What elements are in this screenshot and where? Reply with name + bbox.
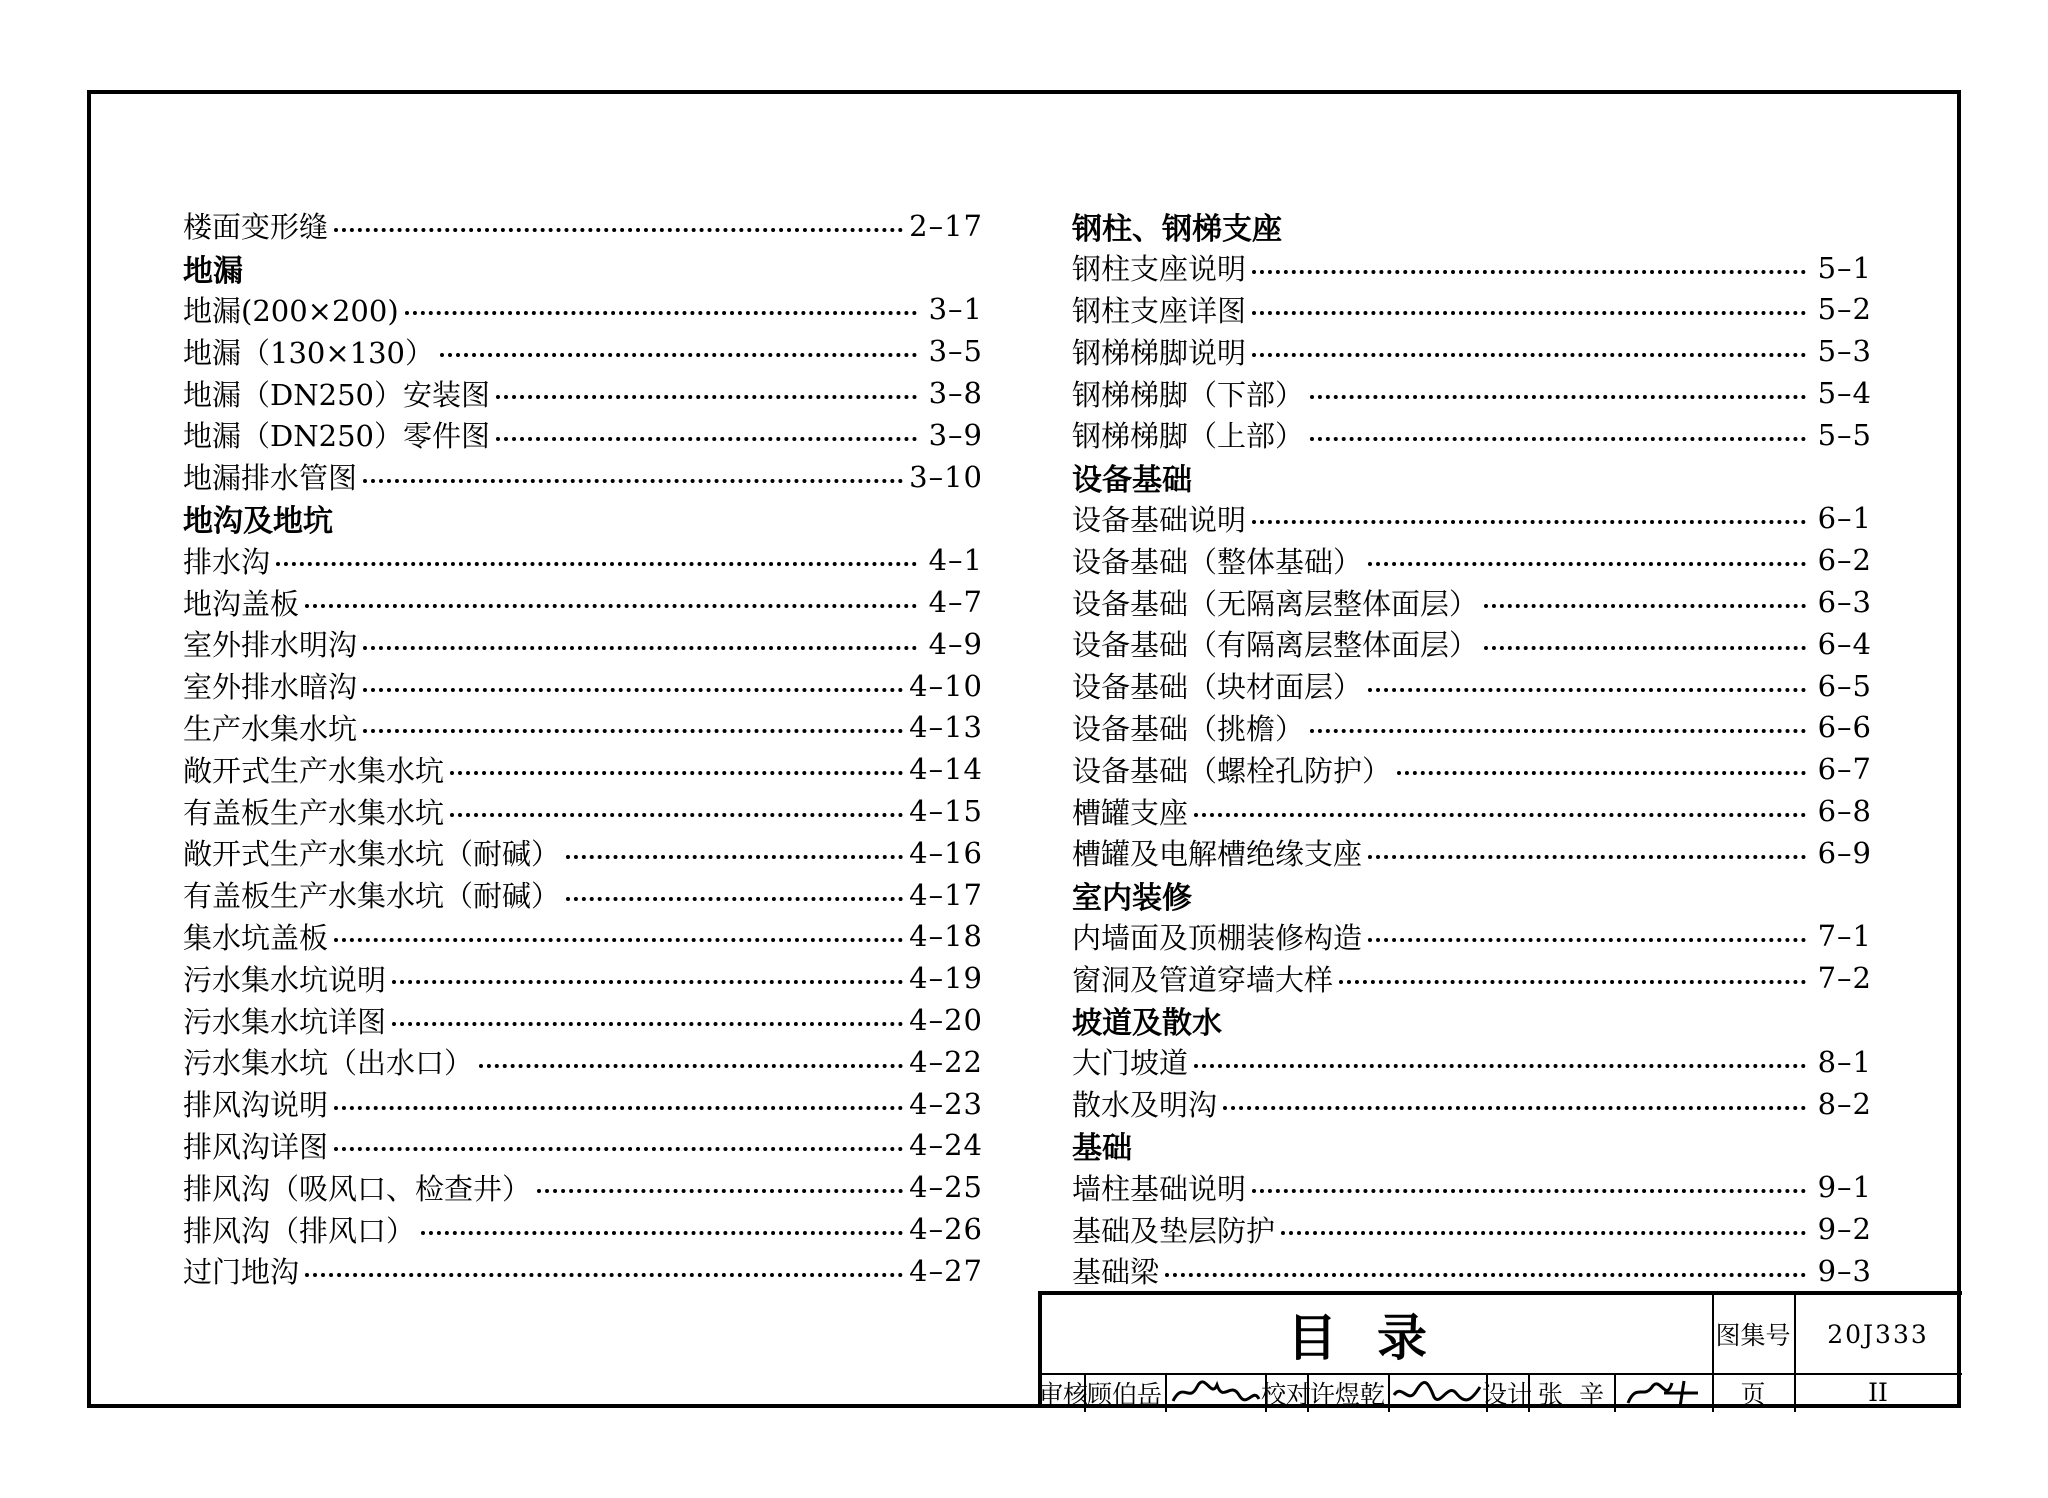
toc-page-number: 4–23: [909, 1086, 983, 1121]
checker-signature: [1388, 1373, 1486, 1412]
toc-page-number: 4–7: [928, 585, 983, 620]
toc-entry: [1072, 581, 1872, 623]
toc-entry-label: 地漏（DN250）零件图: [183, 419, 490, 454]
toc-section-heading: [183, 498, 983, 540]
dot-leader: [1368, 562, 1806, 566]
toc-page-number: 6–1: [1817, 501, 1872, 536]
toc-entry: [183, 790, 983, 832]
dot-leader: [1368, 688, 1806, 692]
toc-entry-label: 钢柱支座详图: [1072, 293, 1247, 328]
toc-page-number: 3–9: [928, 417, 983, 452]
toc-entry: [183, 289, 983, 331]
toc-entry: [1072, 1041, 1872, 1083]
toc-entry: [1072, 539, 1872, 581]
dot-leader: [1281, 1231, 1806, 1235]
design-label: 设计: [1482, 1379, 1533, 1409]
title-block-title: 目录: [1287, 1309, 1467, 1367]
toc-page-number: 9–1: [1817, 1170, 1872, 1205]
dot-leader: [392, 1022, 903, 1026]
dot-leader: [1252, 520, 1806, 524]
checker-name: 许煜乾: [1309, 1379, 1385, 1409]
toc-entry: [183, 1166, 983, 1208]
dot-leader: [305, 604, 917, 608]
toc-entry: [183, 874, 983, 916]
toc-entry-label: 钢梯梯脚（上部）: [1072, 419, 1305, 454]
toc-entry-label: 散水及明沟: [1072, 1088, 1218, 1123]
toc-entry-label: 排风沟说明: [183, 1088, 329, 1123]
toc-heading-label: 地漏: [183, 253, 243, 289]
dot-leader: [363, 479, 903, 483]
toc-section-heading: [183, 247, 983, 289]
toc-entry-label: 排风沟（排风口）: [183, 1213, 416, 1248]
toc-entry: [183, 832, 983, 874]
toc-entry-label: 敞开式生产水集水坑（耐碱）: [183, 837, 561, 872]
toc-entry: [1072, 330, 1872, 372]
check-label: 校对: [1261, 1379, 1312, 1409]
toc-section-heading: [1072, 999, 1872, 1041]
dot-leader: [440, 353, 917, 357]
toc-entry: [1072, 957, 1872, 999]
toc-page-number: 7–2: [1817, 961, 1872, 996]
dot-leader: [496, 395, 917, 399]
toc-entry: [183, 372, 983, 414]
toc-entry-label: 有盖板生产水集水坑（耐碱）: [183, 879, 561, 914]
toc-page-number: 4–19: [909, 961, 983, 996]
toc-entry-label: 钢梯梯脚（下部）: [1072, 377, 1305, 412]
dot-leader: [305, 1273, 903, 1277]
dot-leader: [1368, 855, 1806, 859]
toc-entry: [183, 957, 983, 999]
toc-right-column: [1072, 205, 1872, 1292]
toc-entry: [183, 916, 983, 958]
toc-entry-label: 敞开式生产水集水坑: [183, 753, 445, 788]
toc-section-heading: [1072, 1125, 1872, 1167]
toc-entry-label: 有盖板生产水集水坑: [183, 795, 445, 830]
dot-leader: [1310, 395, 1806, 399]
toc-entry-label: 室外排水暗沟: [183, 670, 358, 705]
dot-leader: [1252, 353, 1806, 357]
toc-entry-label: 集水坑盖板: [183, 920, 329, 955]
dot-leader: [334, 938, 903, 942]
reviewer-name: 顾伯岳: [1086, 1379, 1162, 1409]
toc-entry: [183, 1041, 983, 1083]
toc-entry-label: 室外排水明沟: [183, 628, 358, 663]
designer-signature: [1614, 1373, 1712, 1412]
toc-entry-label: 排风沟详图: [183, 1129, 329, 1164]
dot-leader: [276, 562, 917, 566]
dot-leader: [1310, 729, 1806, 733]
designer-name: 张 辛: [1538, 1379, 1604, 1409]
toc-entry-label: 排水沟: [183, 544, 271, 579]
reviewer-signature: [1165, 1373, 1265, 1412]
toc-entry-label: 设备基础说明: [1072, 502, 1247, 537]
toc-entry: [1072, 748, 1872, 790]
toc-page-number: 5–5: [1817, 417, 1872, 452]
toc-entry-label: 地漏（DN250）安装图: [183, 377, 490, 412]
toc-entry: [1072, 414, 1872, 456]
toc-heading-label: 地沟及地坑: [183, 504, 333, 540]
dot-leader: [1368, 938, 1806, 942]
toc-entry-label: 基础及垫层防护: [1072, 1213, 1276, 1248]
toc-entry: [1072, 832, 1872, 874]
toc-section-heading: [1072, 874, 1872, 916]
dot-leader: [1194, 813, 1806, 817]
toc-entry-label: 污水集水坑说明: [183, 962, 387, 997]
toc-entry-label: 生产水集水坑: [183, 711, 358, 746]
toc-entry-label: 地漏排水管图: [183, 461, 358, 496]
toc-page-number: 3–1: [928, 292, 983, 327]
toc-entry: [1072, 372, 1872, 414]
toc-entry-label: 设备基础（无隔离层整体面层）: [1072, 586, 1479, 621]
toc-entry-label: 设备基础（整体基础）: [1072, 544, 1363, 579]
dot-leader: [405, 311, 917, 315]
toc-heading-label: 室内装修: [1072, 880, 1192, 916]
toc-entry: [183, 456, 983, 498]
page-label: 页: [1740, 1379, 1766, 1409]
toc-entry: [1072, 623, 1872, 665]
toc-entry: [183, 1125, 983, 1167]
toc-page-number: 9–2: [1817, 1212, 1872, 1247]
toc-entry-label: 槽罐及电解槽绝缘支座: [1072, 837, 1363, 872]
dot-leader: [566, 897, 903, 901]
toc-entry-label: 设备基础（有隔离层整体面层）: [1072, 628, 1479, 663]
toc-entry: [1072, 707, 1872, 749]
toc-entry-label: 排风沟（吸风口、检查井）: [183, 1171, 532, 1206]
toc-page-number: 8–2: [1817, 1086, 1872, 1121]
toc-entry: [183, 1083, 983, 1125]
dot-leader: [1252, 311, 1806, 315]
toc-page-number: 4–18: [909, 919, 983, 954]
toc-page-number: 4–25: [909, 1170, 983, 1205]
title-block: [1038, 1291, 1962, 1408]
dot-leader: [1223, 1106, 1806, 1110]
toc-page-number: 4–16: [909, 835, 983, 870]
toc-entry-label: 槽罐支座: [1072, 795, 1189, 830]
toc-entry-label: 设备基础（螺栓孔防护）: [1072, 753, 1392, 788]
toc-entry-label: 地沟盖板: [183, 586, 300, 621]
toc-page-number: 3–5: [928, 334, 983, 369]
toc-page-number: 4–9: [928, 626, 983, 661]
toc-entry: [1072, 665, 1872, 707]
toc-heading-label: 设备基础: [1072, 462, 1192, 498]
toc-page-number: 4–15: [909, 794, 983, 829]
toc-page-number: 4–22: [909, 1044, 983, 1079]
toc-entry: [183, 1250, 983, 1292]
toc-entry-label: 基础梁: [1072, 1255, 1160, 1290]
review-label: 审核: [1038, 1379, 1089, 1409]
dot-leader: [363, 729, 903, 733]
dot-leader: [450, 813, 903, 817]
dot-leader: [450, 771, 903, 775]
dot-leader: [334, 228, 903, 232]
toc-page-number: 4–10: [909, 668, 983, 703]
dot-leader: [566, 855, 903, 859]
toc-entry-label: 大门坡道: [1072, 1046, 1189, 1081]
page-number: II: [1868, 1378, 1888, 1407]
toc-entry: [1072, 498, 1872, 540]
dot-leader: [363, 646, 917, 650]
atlas-number-label: 图集号: [1715, 1321, 1791, 1350]
toc-entry: [183, 539, 983, 581]
dot-leader: [1310, 437, 1806, 441]
toc-entry-label: 内墙面及顶棚装修构造: [1072, 920, 1363, 955]
toc-entry: [183, 581, 983, 623]
toc-page-number: 2–17: [909, 208, 983, 243]
toc-page-number: 6–4: [1817, 626, 1872, 661]
toc-page-number: 5–2: [1817, 292, 1872, 327]
dot-leader: [537, 1189, 903, 1193]
toc-entry: [1072, 1208, 1872, 1250]
toc-entry-label: 设备基础（挑檐）: [1072, 711, 1305, 746]
toc-entry: [183, 414, 983, 456]
toc-page-number: 4–24: [909, 1128, 983, 1163]
toc-entry-label: 窗洞及管道穿墙大样: [1072, 962, 1334, 997]
dot-leader: [363, 688, 903, 692]
toc-entry: [1072, 247, 1872, 289]
dot-leader: [1252, 270, 1806, 274]
toc-heading-label: 坡道及散水: [1072, 1006, 1222, 1042]
toc-page-number: 9–3: [1817, 1253, 1872, 1288]
toc-page-number: 6–2: [1817, 543, 1872, 578]
toc-entry: [1072, 916, 1872, 958]
toc-entry: [1072, 1166, 1872, 1208]
toc-page-number: 4–1: [928, 543, 983, 578]
toc-heading-label: 基础: [1072, 1131, 1132, 1167]
dot-leader: [1339, 980, 1806, 984]
toc-page-number: 5–1: [1817, 250, 1872, 285]
atlas-number: 20J333: [1827, 1319, 1929, 1349]
dot-leader: [1484, 646, 1806, 650]
dot-leader: [1165, 1273, 1806, 1277]
dot-leader: [334, 1147, 903, 1151]
toc-entry-label: 污水集水坑（出水口）: [183, 1046, 474, 1081]
toc-entry-label: 过门地沟: [183, 1255, 300, 1290]
toc-page-number: 6–8: [1817, 794, 1872, 829]
toc-section-heading: [1072, 205, 1872, 247]
toc-entry: [1072, 790, 1872, 832]
toc-entry: [1072, 289, 1872, 331]
toc-page-number: 6–3: [1817, 585, 1872, 620]
toc-entry: [183, 1208, 983, 1250]
toc-heading-label: 钢柱、钢梯支座: [1072, 211, 1282, 247]
toc-page-number: 5–4: [1817, 376, 1872, 411]
toc-section-heading: [1072, 456, 1872, 498]
dot-leader: [1194, 1064, 1806, 1068]
toc-entry-label: 楼面变形缝: [183, 210, 329, 245]
toc-entry: [183, 623, 983, 665]
toc-page-number: 4–20: [909, 1003, 983, 1038]
toc-page-number: 6–9: [1817, 835, 1872, 870]
toc-entry: [183, 999, 983, 1041]
toc-entry: [183, 748, 983, 790]
toc-page-number: 7–1: [1817, 919, 1872, 954]
toc-page-number: 5–3: [1817, 334, 1872, 369]
dot-leader: [1397, 771, 1806, 775]
toc-page-number: 8–1: [1817, 1044, 1872, 1079]
toc-page-number: 4–14: [909, 752, 983, 787]
toc-page-number: 4–27: [909, 1253, 983, 1288]
toc-page-number: 4–13: [909, 710, 983, 745]
toc-page-number: 6–6: [1817, 710, 1872, 745]
toc-entry-label: 污水集水坑详图: [183, 1004, 387, 1039]
dot-leader: [1484, 604, 1806, 608]
dot-leader: [421, 1231, 903, 1235]
toc-entry-label: 设备基础（块材面层）: [1072, 670, 1363, 705]
toc-entry: [1072, 1250, 1872, 1292]
dot-leader: [1252, 1189, 1806, 1193]
toc-entry-label: 钢柱支座说明: [1072, 252, 1247, 287]
dot-leader: [392, 980, 903, 984]
toc-left-column: [183, 205, 983, 1292]
toc-entry: [183, 330, 983, 372]
toc-page-number: 3–10: [909, 459, 983, 494]
toc-entry: [183, 707, 983, 749]
toc-entry-label: 墙柱基础说明: [1072, 1171, 1247, 1206]
dot-leader: [334, 1106, 903, 1110]
toc-page-number: 4–26: [909, 1212, 983, 1247]
toc-page-number: 4–17: [909, 877, 983, 912]
toc-page-number: 6–5: [1817, 668, 1872, 703]
toc-page-number: 6–7: [1817, 752, 1872, 787]
toc-entry: [1072, 1083, 1872, 1125]
dot-leader: [479, 1064, 903, 1068]
toc-entry-label: 地漏（130×130）: [183, 335, 435, 370]
dot-leader: [496, 437, 917, 441]
toc-entry: [183, 665, 983, 707]
toc-entry: [183, 205, 983, 247]
toc-entry-label: 地漏(200×200): [183, 293, 399, 328]
toc-entry-label: 钢梯梯脚说明: [1072, 335, 1247, 370]
toc-page-number: 3–8: [928, 376, 983, 411]
